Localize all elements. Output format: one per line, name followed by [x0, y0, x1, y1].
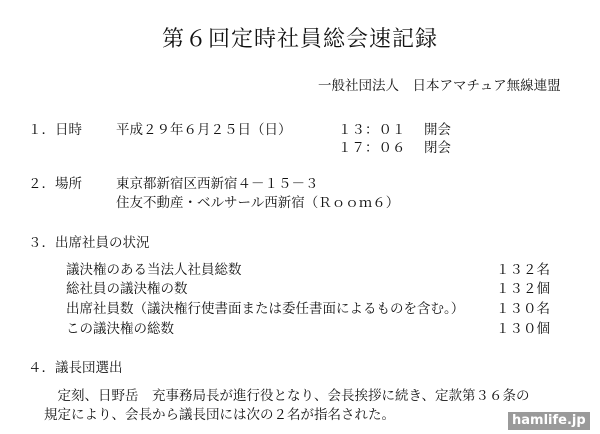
attendance-row-value: １３２個 [496, 281, 550, 297]
section-2-address: 東京都新宿区西新宿４－１５－３ [116, 176, 319, 192]
attendance-row-label: 出席社員数（議決権行使書面または委任書面によるものを含む。） [66, 301, 465, 317]
attendance-row-label: この議決権の総数 [66, 321, 174, 337]
section-3-heading: ３．出席社員の状況 [28, 235, 150, 251]
section-1-open-label: 開会 [424, 122, 451, 138]
attendance-row-value: １３２名 [496, 262, 550, 278]
section-2-heading: ２．場所 [28, 176, 82, 192]
section-4-heading: ４．議長団選出 [28, 360, 123, 376]
section-1-close-label: 閉会 [424, 140, 451, 156]
organization-name: 一般社団法人 日本アマチュア無線連盟 [318, 78, 561, 94]
attendance-row-value: １３０個 [496, 321, 550, 337]
section-1-heading: １．日時 [28, 122, 82, 138]
watermark-logo: hamlife.jp [508, 412, 590, 430]
attendance-row-label: 議決権のある当法人社員総数 [66, 262, 242, 278]
document-title: 第６回定時社員総会速記録 [161, 27, 438, 52]
section-4-paragraph-line: 規定により、会長から議長団には次の２名が指名された。 [44, 407, 395, 423]
section-1-open-time: １３：０１ [338, 122, 406, 138]
section-4-paragraph-line: 定刻、日野岳 充事務局長が進行役となり、会長挨拶に続き、定款第３６条の [44, 388, 530, 404]
section-1-close-time: １７：０６ [338, 140, 406, 156]
section-2-venue: 住友不動産・ベルサール西新宿（Ｒｏｏｍ６） [116, 195, 400, 211]
section-1-date: 平成２９年６月２５日（日） [116, 122, 292, 138]
attendance-row-value: １３０名 [496, 301, 550, 317]
attendance-row-label: 総社員の議決権の数 [66, 281, 188, 297]
